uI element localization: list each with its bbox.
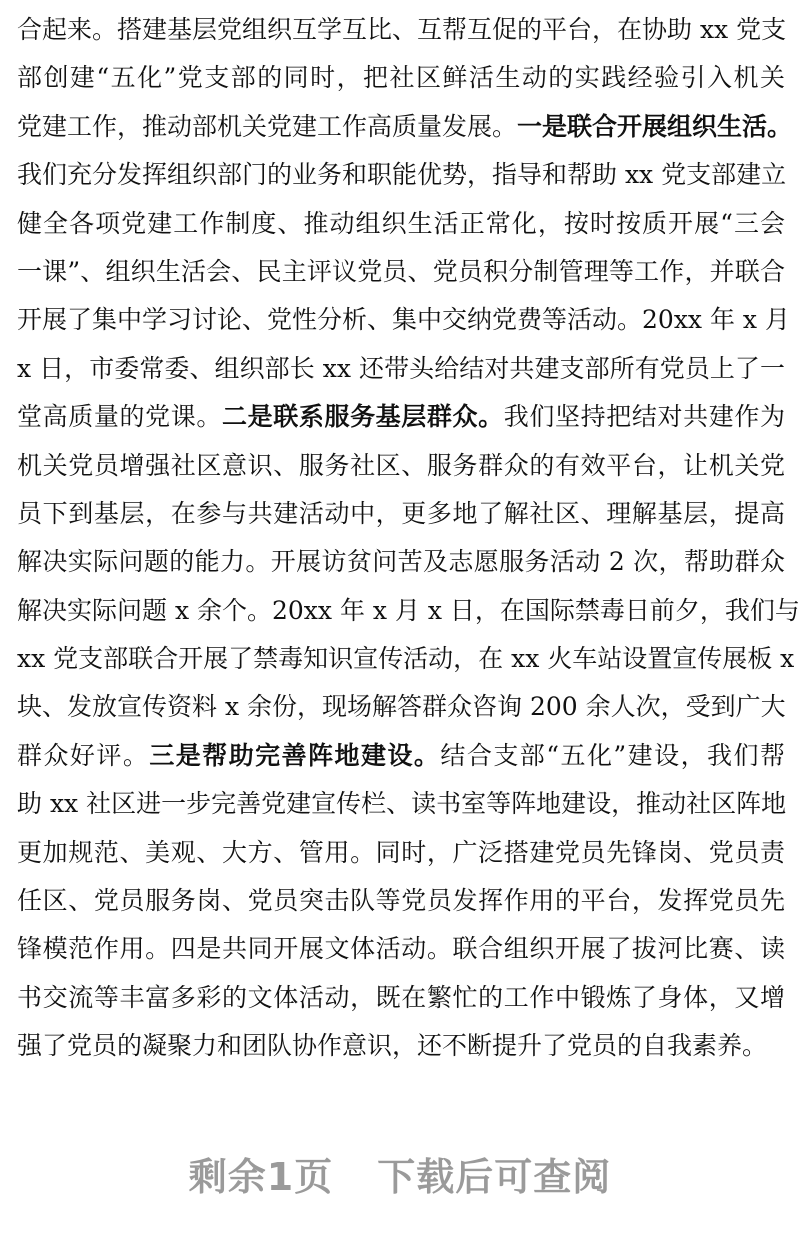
- text-line: [17, 974, 785, 1022]
- paragraph-text: 合起来。搭建基层党组织互学互比、互帮互促的平台，在协助 xx 党支: [17, 15, 787, 44]
- bold-heading-text: 一是联合开展组织生活。: [517, 111, 793, 141]
- remaining-pages-label: 剩余1页: [188, 1155, 334, 1199]
- text-line: [17, 780, 785, 828]
- text-line: [17, 829, 785, 877]
- paragraph-text: 锋模范作用。四是共同开展文体活动。联合组织开展了拔河比赛、读: [17, 934, 785, 964]
- paragraph-text: 解决实际问题 x 余个。20xx 年 x 月 x 日，在国际禁毒日前夕，我们与: [17, 595, 800, 625]
- paragraph-text: 我们充分发挥组织部门的业务和职能优势，指导和帮助 xx 党支部建立: [17, 160, 787, 190]
- paragraph-text: 块、发放宣传资料 x 余份，现场解答群众咨询 200 余人次，受到广大: [17, 692, 786, 722]
- paragraph-text: 助 xx 社区进一步完善党建宣传栏、读书室等阵地建设，推动社区阵地: [17, 789, 787, 819]
- text-line: [17, 635, 795, 683]
- download-prompt[interactable]: [0, 1146, 800, 1201]
- text-line: [17, 490, 785, 538]
- paragraph-text: 健全各项党建工作制度、推动组织生活正常化，按时按质开展“三会: [17, 208, 785, 238]
- text-line: [17, 587, 800, 635]
- paragraph-text: 机关党员增强社区意识、服务社区、服务群众的有效平台，让机关党: [17, 450, 785, 480]
- text-line: [17, 1022, 785, 1070]
- text-line: [17, 200, 785, 248]
- bold-heading-text: 二是联系服务基层群众。: [221, 402, 504, 432]
- text-line: [17, 345, 785, 393]
- text-line: [17, 442, 785, 490]
- text-line: [17, 538, 785, 586]
- bold-heading-text: 三是帮助完善阵地建设。: [149, 740, 441, 770]
- text-line: [17, 248, 785, 296]
- paragraph-text: x 日，市委常委、组织部长 xx 还带头给结对共建支部所有党员上了一: [17, 353, 785, 383]
- paragraph-text: 党建工作，推动部机关党建工作高质量发展。: [17, 111, 518, 141]
- text-line: [17, 54, 785, 102]
- paragraph-text: 更加规范、美观、大方、管用。同时，广泛搭建党员先锋岗、党员责: [17, 837, 785, 867]
- paragraph-text: 堂高质量的党课。: [17, 402, 222, 432]
- text-line: [17, 732, 785, 780]
- text-line: [17, 683, 785, 731]
- text-line: [17, 393, 785, 441]
- paragraph-text: 开展了集中学习讨论、党性分析、集中交纳党费等活动。20xx 年 x 月: [17, 305, 790, 335]
- text-line: [17, 151, 785, 199]
- text-line: [17, 6, 785, 54]
- paragraph-text: xx 党支部联合开展了禁毒知识宣传活动，在 xx 火车站设置宣传展板 x: [17, 644, 795, 674]
- paragraph-text: 群众好评。: [17, 740, 150, 770]
- paragraph-text: 部创建“五化”党支部的同时，把社区鲜活生动的实践经验引入机关: [17, 63, 785, 93]
- paragraph-text: 强了党员的凝聚力和团队协作意识，还不断提升了党员的自我素养。: [17, 1031, 768, 1061]
- paragraph-text: 我们坚持把结对共建作为: [503, 402, 785, 432]
- paragraph-text: 任区、党员服务岗、党员突击队等党员发挥作用的平台，发挥党员先: [17, 886, 785, 916]
- text-line: [17, 877, 785, 925]
- text-line: [17, 103, 793, 151]
- paragraph-text: 书交流等丰富多彩的文体活动，既在繁忙的工作中锻炼了身体，又增: [17, 982, 785, 1012]
- paragraph-text: 结合支部“五化”建设，我们帮: [440, 740, 785, 770]
- document-body: [17, 6, 800, 1071]
- download-to-view-label: 下载后可查阅: [377, 1155, 612, 1199]
- paragraph-text: 解决实际问题的能力。开展访贫问苦及志愿服务活动 2 次，帮助群众: [17, 547, 785, 577]
- paragraph-text: 一课”、组织生活会、民主评议党员、党员积分制管理等工作，并联合: [17, 256, 785, 286]
- paragraph-text: 员下到基层，在参与共建活动中，更多地了解社区、理解基层，提高: [17, 498, 785, 528]
- text-line: [17, 296, 790, 344]
- text-line: [17, 925, 785, 973]
